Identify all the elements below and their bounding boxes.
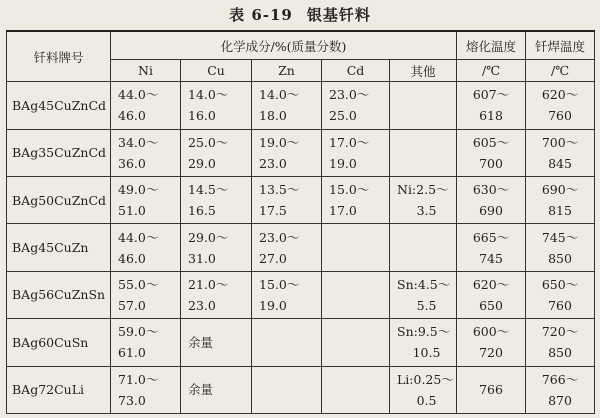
- cell-line-lower: 760: [548, 297, 572, 313]
- cell-line-lower: 29.0: [188, 155, 216, 171]
- cell-line-upper: 25.0～: [188, 134, 229, 150]
- cell-brazing-temp: [526, 82, 595, 129]
- cell-cd: [322, 224, 390, 271]
- header-melting-unit: /℃: [457, 60, 526, 82]
- cell-line-upper: 55.0～: [118, 276, 159, 292]
- cell-line-lower: 850: [548, 345, 572, 361]
- cell-zn: [252, 176, 322, 223]
- cell-cd: [322, 176, 390, 223]
- cell-line-lower: 61.0: [118, 345, 146, 361]
- cell-zn: [252, 224, 322, 271]
- cell-line-upper: 650～: [541, 276, 579, 292]
- cell-line-upper: Sn:9.5～: [397, 324, 451, 340]
- cell-line-upper: 23.0～: [329, 87, 370, 103]
- cell-line-lower: 618: [479, 108, 503, 124]
- cell-line-lower: 815: [548, 203, 572, 219]
- cell-line-lower: 19.0: [329, 155, 357, 171]
- cell-line-lower: 36.0: [118, 155, 146, 171]
- cell-line-lower: 25.0: [329, 108, 357, 124]
- cell-line-upper: 620～: [541, 87, 579, 103]
- cell-line-lower: 5.5: [416, 297, 437, 313]
- cell-line-upper: 15.0～: [259, 276, 300, 292]
- cell-zn: [252, 319, 322, 366]
- header-brazing-unit: /℃: [526, 60, 595, 82]
- cell-line-upper: 29.0～: [188, 229, 229, 245]
- cell-grade: BAg60CuSn: [7, 319, 111, 366]
- cell-line-upper: 23.0～: [259, 229, 300, 245]
- cell-ni: [111, 319, 181, 366]
- cell-melting-temp: [457, 271, 526, 318]
- cell-line-lower: 845: [548, 155, 572, 171]
- cell-brazing-temp: [526, 271, 595, 318]
- header-grade: 钎料牌号: [7, 31, 111, 82]
- cell-other: [390, 224, 457, 271]
- cell-cd: [322, 129, 390, 176]
- cell-line-lower: 27.0: [259, 250, 287, 266]
- cell-line-upper: 44.0～: [118, 229, 159, 245]
- cell-line-upper: 600～: [472, 324, 510, 340]
- cell-melting-temp: [457, 129, 526, 176]
- cell-other: [390, 129, 457, 176]
- cell-line-upper: 700～: [541, 134, 579, 150]
- cell-line-lower: 690: [479, 203, 503, 219]
- cell-grade: BAg35CuZnCd: [7, 129, 111, 176]
- cell-line-lower: 46.0: [118, 108, 146, 124]
- table-row: [7, 176, 595, 223]
- cell-brazing-temp: [526, 319, 595, 366]
- cell-cu: [181, 176, 252, 223]
- cell-brazing-temp: [526, 366, 595, 413]
- cell-grade: BAg56CuZnSn: [7, 271, 111, 318]
- cell-cd: [322, 366, 390, 413]
- cell-line-upper: 607～: [472, 87, 510, 103]
- cell-line-upper: 14.0～: [188, 87, 229, 103]
- cell-brazing-temp: [526, 129, 595, 176]
- cell-line-lower: 16.5: [188, 203, 216, 219]
- table-title: [0, 4, 600, 25]
- cell-line-lower: 850: [548, 250, 572, 266]
- cell-cu: [181, 224, 252, 271]
- header-brazing: 钎焊温度: [526, 31, 595, 60]
- cell-brazing-temp: [526, 176, 595, 223]
- cell-line-lower: 19.0: [259, 297, 287, 313]
- table-row: [7, 366, 595, 413]
- table-row: [7, 319, 595, 366]
- cell-line-lower: 870: [548, 392, 572, 408]
- cell-line-upper: Ni:2.5～: [397, 182, 449, 198]
- cell-line-lower: 650: [479, 297, 503, 313]
- cell-grade: BAg45CuZnCd: [7, 82, 111, 129]
- header-other: 其他: [390, 60, 457, 82]
- cell-line-lower: 10.5: [412, 345, 441, 361]
- cell-line-lower: 23.0: [259, 155, 287, 171]
- cell-line-upper: 745～: [541, 229, 579, 245]
- cell-line-upper: 630～: [472, 182, 510, 198]
- cell-line-upper: 14.0～: [259, 87, 300, 103]
- cell-line-lower: 760: [548, 108, 572, 124]
- cell-line-lower: 46.0: [118, 250, 146, 266]
- cell-line-lower: 57.0: [118, 297, 146, 313]
- cell-melting-temp: [457, 82, 526, 129]
- cell-ni: [111, 176, 181, 223]
- cell-line-lower: 720: [479, 345, 503, 361]
- cell-melting-temp: [457, 319, 526, 366]
- cell-line-upper: 17.0～: [329, 134, 370, 150]
- cell-ni: [111, 271, 181, 318]
- cell-grade: BAg50CuZnCd: [7, 176, 111, 223]
- cell-other: [390, 82, 457, 129]
- cell-line-upper: 13.5～: [259, 182, 300, 198]
- cell-cu: [181, 82, 252, 129]
- cell-line-upper: 14.5～: [188, 182, 229, 198]
- cell-ni: [111, 366, 181, 413]
- cell-line-upper: Li:0.25～: [397, 371, 454, 387]
- cell-line-lower: 73.0: [118, 392, 146, 408]
- cell-melting-temp: [457, 176, 526, 223]
- header-composition: 化学成分/%(质量分数): [111, 31, 457, 60]
- cell-line-lower: 51.0: [118, 203, 146, 219]
- table-row: [7, 271, 595, 318]
- cell-line-lower: 700: [479, 155, 503, 171]
- cell-grade: BAg45CuZn: [7, 224, 111, 271]
- cell-line-upper: 720～: [541, 324, 579, 340]
- table-title-text: 银基钎料: [306, 6, 371, 24]
- cell-line-upper: 605～: [472, 134, 510, 150]
- cell-line-upper: 余量: [188, 382, 214, 398]
- silver-brazing-alloy-table: [6, 30, 595, 414]
- cell-zn: [252, 366, 322, 413]
- cell-line-lower: 0.5: [416, 392, 437, 408]
- header-melting: 熔化温度: [457, 31, 526, 60]
- cell-cd: [322, 319, 390, 366]
- cell-line-lower: 17.0: [329, 203, 357, 219]
- cell-other: [390, 366, 457, 413]
- cell-melting-temp: [457, 366, 526, 413]
- cell-ni: [111, 82, 181, 129]
- cell-line-upper: 49.0～: [118, 182, 159, 198]
- header-cu: Cu: [181, 60, 252, 82]
- cell-line-upper: Sn:4.5～: [397, 276, 451, 292]
- cell-line-lower: 16.0: [188, 108, 216, 124]
- cell-line-lower: 17.5: [259, 203, 287, 219]
- cell-zn: [252, 82, 322, 129]
- header-cd: Cd: [322, 60, 390, 82]
- cell-line-upper: 19.0～: [259, 134, 300, 150]
- cell-cu: [181, 366, 252, 413]
- cell-line-upper: 665～: [472, 229, 510, 245]
- cell-line-lower: 23.0: [188, 297, 216, 313]
- cell-line-lower: 745: [479, 250, 503, 266]
- cell-line-lower: 31.0: [188, 250, 216, 266]
- cell-melting-temp: [457, 224, 526, 271]
- cell-other: [390, 176, 457, 223]
- cell-ni: [111, 129, 181, 176]
- table-row: [7, 224, 595, 271]
- cell-other: [390, 271, 457, 318]
- cell-line-lower: 3.5: [416, 203, 437, 219]
- cell-line-upper: 15.0～: [329, 182, 370, 198]
- cell-line-upper: 34.0～: [118, 134, 159, 150]
- header-zn: Zn: [252, 60, 322, 82]
- cell-line-upper: 44.0～: [118, 87, 159, 103]
- cell-line-upper: 21.0～: [188, 276, 229, 292]
- cell-brazing-temp: [526, 224, 595, 271]
- cell-line-upper: 690～: [541, 182, 579, 198]
- cell-line-upper: 71.0～: [118, 371, 159, 387]
- header-ni: Ni: [111, 60, 181, 82]
- cell-cu: [181, 319, 252, 366]
- cell-other: [390, 319, 457, 366]
- table-row: [7, 129, 595, 176]
- cell-line-upper: 620～: [472, 276, 510, 292]
- cell-line-lower: 18.0: [259, 108, 287, 124]
- cell-line-upper: 766～: [541, 371, 579, 387]
- cell-cu: [181, 271, 252, 318]
- table-row: [7, 82, 595, 129]
- cell-cu: [181, 129, 252, 176]
- table-number: 表 6-19: [229, 6, 293, 24]
- cell-cd: [322, 271, 390, 318]
- cell-line-lower: 766: [479, 382, 503, 398]
- cell-zn: [252, 129, 322, 176]
- cell-line-upper: 59.0～: [118, 324, 159, 340]
- cell-ni: [111, 224, 181, 271]
- cell-zn: [252, 271, 322, 318]
- cell-grade: BAg72CuLi: [7, 366, 111, 413]
- cell-cd: [322, 82, 390, 129]
- cell-line-upper: 余量: [188, 334, 214, 350]
